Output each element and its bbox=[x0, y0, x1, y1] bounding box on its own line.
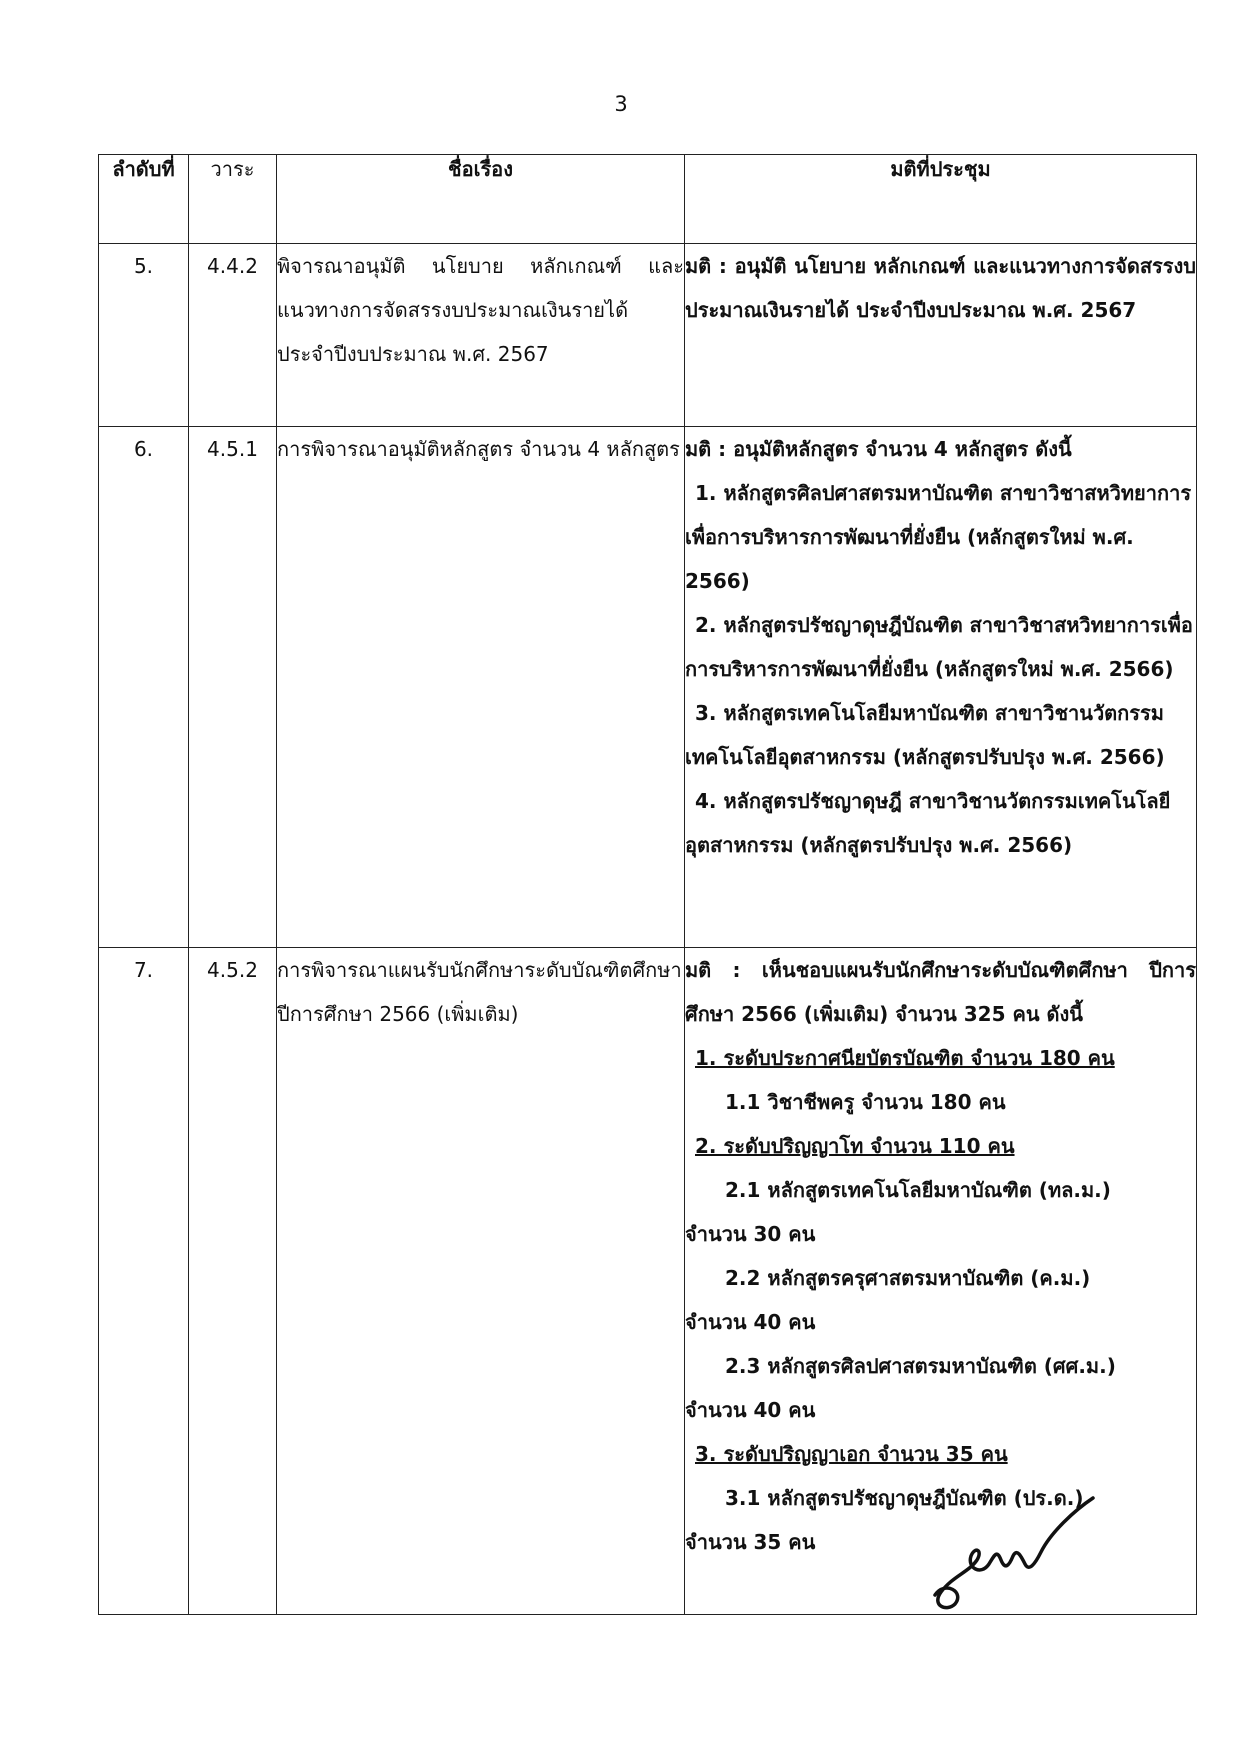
curriculum-item: 1. หลักสูตรศิลปศาสตรมหาบัณฑิต สาขาวิชาสหวิทยาการเพื่อการบริหารการพัฒนาที่ยั่งยืน (หลักสูตรใหม่ พ.ศ. 2566) bbox=[685, 481, 1192, 593]
row-subject: พิจารณาอนุมัติ นโยบาย หลักเกณฑ์ และแนวทางการจัดสรรงบประมาณเงินรายได้ ประจำปีงบประมาณ พ.ศ. 2567 bbox=[277, 244, 685, 427]
admission-item-count: จำนวน 30 คน bbox=[685, 1222, 816, 1246]
page-number: 3 bbox=[614, 92, 628, 116]
admission-group-heading: 2. ระดับปริญญาโท จำนวน 110 คน bbox=[695, 1134, 1015, 1158]
admission-item-name: 2.2 หลักสูตรครุศาสตรมหาบัณฑิต (ค.ม.) bbox=[725, 1266, 1091, 1290]
row-agenda: 4.4.2 bbox=[189, 244, 277, 427]
header-resolution: มติที่ประชุม bbox=[685, 155, 1197, 244]
table-row bbox=[99, 427, 1197, 948]
curriculum-item: 2. หลักสูตรปรัชญาดุษฎีบัณฑิต สาขาวิชาสหวิทยาการเพื่อการบริหารการพัฒนาที่ยั่งยืน (หลักสูตรใหม่ พ.ศ. 2566) bbox=[685, 613, 1193, 681]
admission-item-count: จำนวน 40 คน bbox=[685, 1398, 816, 1422]
admission-item-count: จำนวน 35 คน bbox=[685, 1530, 816, 1554]
row-number: 5. bbox=[99, 244, 189, 427]
resolutions-table bbox=[98, 154, 1197, 1615]
row-resolution bbox=[685, 427, 1197, 948]
admission-item-count: จำนวน 40 คน bbox=[685, 1310, 816, 1334]
row-subject: การพิจารณาอนุมัติหลักสูตร จำนวน 4 หลักสูตร bbox=[277, 427, 685, 948]
admission-group-heading: 1. ระดับประกาศนียบัตรบัณฑิต จำนวน 180 คน bbox=[695, 1046, 1115, 1070]
resolution-intro: มติ : อนุมัติหลักสูตร จำนวน 4 หลักสูตร ดังนี้ bbox=[685, 437, 1072, 461]
admission-item-name: 3.1 หลักสูตรปรัชญาดุษฎีบัณฑิต (ปร.ด.) bbox=[725, 1486, 1084, 1510]
row-resolution bbox=[685, 244, 1197, 427]
curriculum-item: 3. หลักสูตรเทคโนโลยีมหาบัณฑิต สาขาวิชานวัตกรรมเทคโนโลยีอุตสาหกรรม (หลักสูตรปรับปรุง พ.ศ. 2566) bbox=[685, 701, 1165, 769]
row-number: 7. bbox=[99, 948, 189, 1615]
header-subject: ชื่อเรื่อง bbox=[277, 155, 685, 244]
admission-item-name: 1.1 วิชาชีพครู จำนวน 180 คน bbox=[725, 1090, 1006, 1114]
header-agenda: วาระ bbox=[189, 155, 277, 244]
row-agenda: 4.5.1 bbox=[189, 427, 277, 948]
header-no: ลำดับที่ bbox=[99, 155, 189, 244]
row-agenda: 4.5.2 bbox=[189, 948, 277, 1615]
admission-group-heading: 3. ระดับปริญญาเอก จำนวน 35 คน bbox=[695, 1442, 1008, 1466]
curriculum-item: 4. หลักสูตรปรัชญาดุษฎี สาขาวิชานวัตกรรมเทคโนโลยีอุตสาหกรรม (หลักสูตรปรับปรุง พ.ศ. 2566) bbox=[685, 789, 1171, 857]
signature-icon bbox=[925, 1480, 1105, 1620]
resolution-intro: มติ : เห็นชอบแผนรับนักศึกษาระดับบัณฑิตศึกษา ปีการศึกษา 2566 (เพิ่มเติม) จำนวน 325 คน ดังนี้ bbox=[685, 958, 1196, 1026]
row-number: 6. bbox=[99, 427, 189, 948]
table-header-row bbox=[99, 155, 1197, 244]
admission-item-name: 2.1 หลักสูตรเทคโนโลยีมหาบัณฑิต (ทล.ม.) bbox=[725, 1178, 1111, 1202]
row-subject: การพิจารณาแผนรับนักศึกษาระดับบัณฑิตศึกษา ปีการศึกษา 2566 (เพิ่มเติม) bbox=[277, 948, 685, 1615]
table-row bbox=[99, 244, 1197, 427]
admission-item-name: 2.3 หลักสูตรศิลปศาสตรมหาบัณฑิต (ศศ.ม.) bbox=[725, 1354, 1116, 1378]
resolution-text: มติ : อนุมัติ นโยบาย หลักเกณฑ์ และแนวทางการจัดสรรงบประมาณเงินรายได้ ประจำปีงบประมาณ พ.ศ. 2567 bbox=[685, 254, 1196, 322]
